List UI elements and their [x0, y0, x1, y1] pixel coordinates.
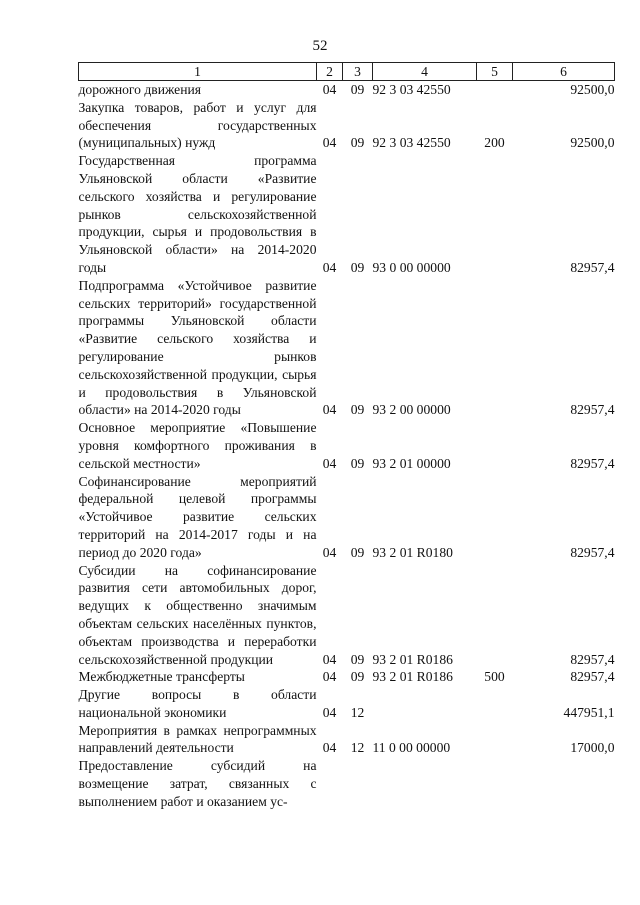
row-expense-type	[477, 277, 513, 419]
row-section: 04	[322, 455, 337, 471]
row-name: Мероприятия в рамках непрограммных направлений деятельности	[78, 722, 317, 756]
row-expense-type	[477, 757, 513, 810]
row-amount: 82957,4	[570, 259, 615, 275]
row-name: Софинансирование мероприятий федеральной целевой программы «Устойчивое развитие сельских территорий на 2014-2017 годы и на период до 2020 года»	[78, 473, 317, 560]
page-number: 52	[312, 38, 328, 54]
row-subsection: 12	[350, 740, 365, 756]
row-target-article: 93 2 01 00000	[372, 455, 451, 471]
row-target-article	[373, 686, 477, 722]
row-amount	[513, 757, 615, 810]
table-row	[79, 473, 615, 562]
column-header-target-article: 4	[373, 63, 477, 81]
row-subsection: 09	[350, 544, 365, 560]
row-target-article: 93 0 00 00000	[372, 259, 451, 275]
table-row	[79, 722, 615, 758]
row-target-article: 93 2 00 00000	[372, 402, 451, 418]
table-row	[79, 277, 615, 419]
row-section: 04	[322, 704, 337, 720]
row-name: Закупка товаров, работ и услуг для обеспечения государственных (муниципальных) нужд	[78, 99, 317, 151]
row-amount: 82957,4	[570, 651, 615, 667]
row-subsection: 09	[350, 402, 365, 418]
column-header-amount: 6	[513, 63, 615, 81]
budget-table	[78, 62, 615, 811]
row-section: 04	[322, 544, 337, 560]
row-subsection	[343, 757, 373, 810]
table-row	[79, 686, 615, 722]
row-amount: 17000,0	[570, 740, 615, 756]
row-subsection: 09	[350, 135, 365, 151]
column-header-name: 1	[79, 63, 317, 81]
row-amount: 92500,0	[570, 135, 615, 151]
row-subsection: 09	[350, 455, 365, 471]
row-section: 04	[322, 259, 337, 275]
table-row	[79, 81, 615, 99]
row-amount: 82957,4	[570, 669, 615, 685]
table-header-row	[79, 63, 615, 81]
row-subsection: 09	[350, 259, 365, 275]
row-expense-type	[477, 473, 513, 562]
row-target-article: 93 2 01 R0186	[372, 669, 453, 685]
row-target-article: 93 2 01 R0180	[372, 544, 453, 560]
table-row	[79, 419, 615, 472]
row-target-article: 93 2 01 R0186	[372, 651, 453, 667]
table-row	[79, 99, 615, 152]
row-section: 04	[322, 651, 337, 667]
row-amount: 92500,0	[570, 82, 615, 97]
row-expense-type: 200	[484, 135, 505, 151]
row-expense-type	[477, 562, 513, 669]
row-name: дорожного движения	[78, 82, 202, 97]
row-section: 04	[322, 740, 337, 756]
table-row	[79, 562, 615, 669]
row-amount: 447951,1	[563, 704, 615, 720]
row-target-article: 11 0 00 00000	[372, 740, 451, 756]
row-name: Межбюджетные трансферты	[78, 669, 245, 685]
row-amount: 82957,4	[570, 402, 615, 418]
row-target-article: 92 3 03 42550	[372, 135, 451, 151]
table-row	[79, 757, 615, 810]
row-subsection: 09	[350, 651, 365, 667]
row-amount: 82957,4	[570, 544, 615, 560]
table-row	[79, 152, 615, 277]
row-subsection: 09	[350, 669, 365, 685]
row-name: Другие вопросы в области национальной экономики	[78, 687, 317, 720]
row-section: 04	[322, 82, 337, 97]
row-target-article: 92 3 03 42550	[372, 82, 451, 97]
row-section: 04	[322, 135, 337, 151]
row-name: Предоставление субсидий на возмещение затрат, связанных с выполнением работ и оказанием ус-	[78, 758, 317, 809]
row-section: 04	[322, 669, 337, 685]
row-section: 04	[322, 402, 337, 418]
row-name: Основное мероприятие «Повышение уровня комфортного проживания в сельской местности»	[78, 420, 317, 471]
row-subsection: 09	[350, 82, 365, 97]
row-expense-type	[477, 722, 513, 758]
row-name: Субсидии на софинансирование развития сети автомобильных дорог, ведущих к общественно значимым объектам сельских населённых пунктов, объектам производства и переработки сельскохозяйственной продукции	[78, 562, 317, 667]
column-header-expense-type: 5	[477, 63, 513, 81]
row-target-article	[373, 757, 477, 810]
row-name: Подпрограмма «Устойчивое развитие сельских территорий» государственной программы Ульяновской области «Развитие сельского хозяйства и регулирование рынков сельскохозяйственной продукции, сырья и продовольствия в Ульяновской области» на 2014-2020 годы	[78, 277, 317, 418]
row-expense-type: 500	[484, 669, 505, 685]
column-header-section: 2	[317, 63, 343, 81]
row-expense-type	[477, 81, 513, 99]
row-expense-type	[477, 686, 513, 722]
row-expense-type	[477, 152, 513, 277]
row-name: Государственная программа Ульяновской области «Развитие сельского хозяйства и регулирование рынков сельскохозяйственной продукции, сырья и продовольствия в Ульяновской области» на 2014-2020 годы	[78, 153, 317, 275]
row-amount: 82957,4	[570, 455, 615, 471]
table-row	[79, 668, 615, 686]
row-subsection: 12	[350, 704, 365, 720]
row-section	[317, 757, 343, 810]
column-header-subsection: 3	[343, 63, 373, 81]
row-expense-type	[477, 419, 513, 472]
